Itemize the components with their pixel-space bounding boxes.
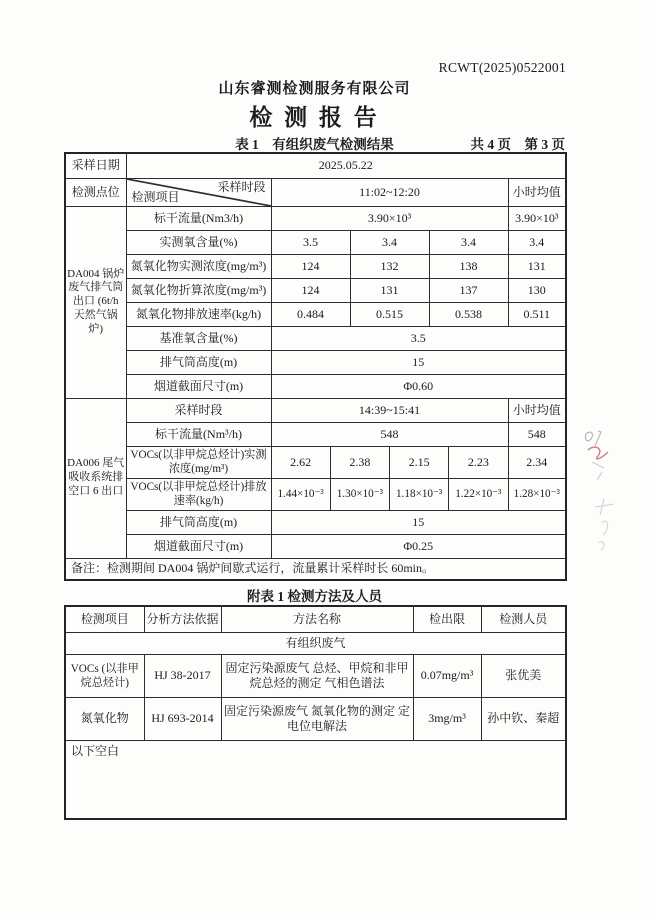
sample-date-value: 2025.05.22 — [126, 153, 566, 178]
value-cell: 0.538 — [429, 302, 508, 326]
avg-cell: 1.28×10⁻³ — [508, 478, 566, 510]
table-row — [65, 632, 566, 654]
person-cell: 孙中钦、秦超 — [481, 697, 566, 740]
limit-cell: 3mg/m³ — [413, 697, 481, 740]
table-row — [65, 374, 566, 398]
table-row — [65, 278, 566, 302]
value-cell: 2.23 — [449, 446, 508, 478]
table-row — [65, 230, 566, 254]
value-cell: 124 — [271, 278, 350, 302]
avg-cell: 130 — [508, 278, 566, 302]
value-cell: 124 — [271, 254, 350, 278]
basis-cell: HJ 693-2014 — [144, 697, 221, 740]
methods-table — [64, 605, 567, 820]
value-cell: 2.15 — [390, 446, 449, 478]
avg-cell: 548 — [508, 422, 566, 446]
column-header: 方法名称 — [221, 606, 413, 632]
value-cell: 548 — [271, 422, 508, 446]
value-cell: 15 — [271, 510, 566, 534]
column-header: 检出限 — [413, 606, 481, 632]
table-row — [65, 606, 566, 632]
value-cell: 1.18×10⁻³ — [390, 478, 449, 510]
value-cell: 0.515 — [350, 302, 429, 326]
hour-avg-label: 小时均值 — [508, 398, 566, 422]
method-cell: 固定污染源废气 总烃、甲烷和非甲烷总烃的测定 气相色谱法 — [221, 654, 413, 697]
row-label: 标干流量(Nm³/h) — [126, 422, 271, 446]
diag-bottom-label: 检测项目 — [131, 189, 180, 204]
row-label: 标干流量(Nm3/h) — [126, 206, 271, 230]
item-cell: 氮氧化物 — [65, 697, 144, 740]
table-row — [65, 254, 566, 278]
value-cell: 137 — [429, 278, 508, 302]
point-cell-da004: DA004 锅炉废气排气筒出口 (6t/h 天然气锅炉) — [65, 206, 126, 398]
report-title: 检 测 报 告 — [249, 105, 380, 130]
row-label: 排气筒高度(m) — [126, 350, 271, 374]
avg-cell: 3.4 — [508, 230, 566, 254]
row-label: VOCs(以非甲烷总烃计)排放速率(kg/h) — [126, 478, 271, 510]
value-cell: 132 — [350, 254, 429, 278]
value-cell: 2.38 — [330, 446, 389, 478]
table-row — [65, 350, 566, 374]
row-label: 氮氧化物排放速率(kg/h) — [126, 302, 271, 326]
person-cell: 张优美 — [481, 654, 566, 697]
hour-avg-label: 小时均值 — [508, 178, 566, 206]
avg-cell: 2.34 — [508, 446, 566, 478]
point-col-label: 检测点位 — [65, 178, 126, 206]
page-indicator: 共 4 页 第 3 页 — [470, 137, 565, 152]
value-cell: Φ0.60 — [271, 374, 566, 398]
value-cell: 3.5 — [271, 326, 566, 350]
avg-cell: 131 — [508, 254, 566, 278]
appendix-title: 附表 1 检测方法及人员 — [247, 589, 382, 604]
value-cell: 1.30×10⁻³ — [330, 478, 389, 510]
period-value: 14:39~15:41 — [271, 398, 508, 422]
basis-cell: HJ 38-2017 — [144, 654, 221, 697]
method-cell: 固定污染源废气 氮氧化物的测定 定电位电解法 — [221, 697, 413, 740]
table-row — [65, 534, 566, 558]
row-label: 采样时段 — [126, 398, 271, 422]
group-header-cell: 有组织废气 — [65, 632, 566, 654]
value-cell: 3.4 — [429, 230, 508, 254]
column-header: 分析方法依据 — [144, 606, 221, 632]
table-row — [65, 510, 566, 534]
diagonal-header-cell — [126, 178, 271, 206]
value-cell: 3.5 — [271, 230, 350, 254]
table-row — [65, 398, 566, 422]
table-row — [65, 697, 566, 740]
row-label: 氮氧化物折算浓度(mg/m³) — [126, 278, 271, 302]
value-cell: 3.90×10³ — [271, 206, 508, 230]
results-table — [64, 152, 567, 581]
blank-below-cell: 以下空白 — [65, 740, 566, 819]
avg-cell: 0.511 — [508, 302, 566, 326]
diag-top-label: 采样时段 — [217, 179, 266, 194]
item-cell: VOCs (以非甲烷总烃计) — [65, 654, 144, 697]
sample-date-label: 采样日期 — [65, 153, 126, 178]
table-row — [65, 558, 566, 580]
value-cell: 2.62 — [271, 446, 330, 478]
table-row — [65, 326, 566, 350]
handwritten-margin-mark — [578, 428, 624, 486]
table-row — [65, 206, 566, 230]
table-row — [65, 478, 566, 510]
value-cell: 3.4 — [350, 230, 429, 254]
table-row — [65, 740, 566, 819]
limit-cell: 0.07mg/m³ — [413, 654, 481, 697]
table-row — [65, 446, 566, 478]
report-number: RCWT(2025)0522001 — [438, 60, 566, 75]
table-row — [65, 654, 566, 697]
avg-cell: 3.90×10³ — [508, 206, 566, 230]
row-label: VOCs(以非甲烷总烃计)实测浓度(mg/m³) — [126, 446, 271, 478]
row-label: 实测氧含量(%) — [126, 230, 271, 254]
value-cell: 138 — [429, 254, 508, 278]
table1-caption: 表 1 有组织废气检测结果 — [235, 137, 394, 152]
value-cell: 15 — [271, 350, 566, 374]
row-label: 氮氧化物实测浓度(mg/m³) — [126, 254, 271, 278]
column-header: 检测人员 — [481, 606, 566, 632]
table-row — [65, 422, 566, 446]
company-name: 山东睿测检测服务有限公司 — [218, 81, 411, 97]
row-label: 排气筒高度(m) — [126, 510, 271, 534]
handwritten-margin-mark — [590, 495, 622, 555]
period-value: 11:02~12:20 — [271, 178, 508, 206]
row-label: 烟道截面尺寸(m) — [126, 534, 271, 558]
value-cell: 0.484 — [271, 302, 350, 326]
value-cell: Φ0.25 — [271, 534, 566, 558]
table-row — [65, 178, 566, 206]
value-cell: 1.44×10⁻³ — [271, 478, 330, 510]
value-cell: 131 — [350, 278, 429, 302]
table-row — [65, 302, 566, 326]
remarks-cell: 备注：检测期间 DA004 锅炉间歇式运行，流量累计采样时长 60min。 — [65, 558, 566, 580]
table-row — [65, 153, 566, 178]
point-cell-da006: DA006 尾气吸收系统排空口 6 出口 — [65, 398, 126, 558]
row-label: 烟道截面尺寸(m) — [126, 374, 271, 398]
value-cell: 1.22×10⁻³ — [449, 478, 508, 510]
column-header: 检测项目 — [65, 606, 144, 632]
row-label: 基准氧含量(%) — [126, 326, 271, 350]
